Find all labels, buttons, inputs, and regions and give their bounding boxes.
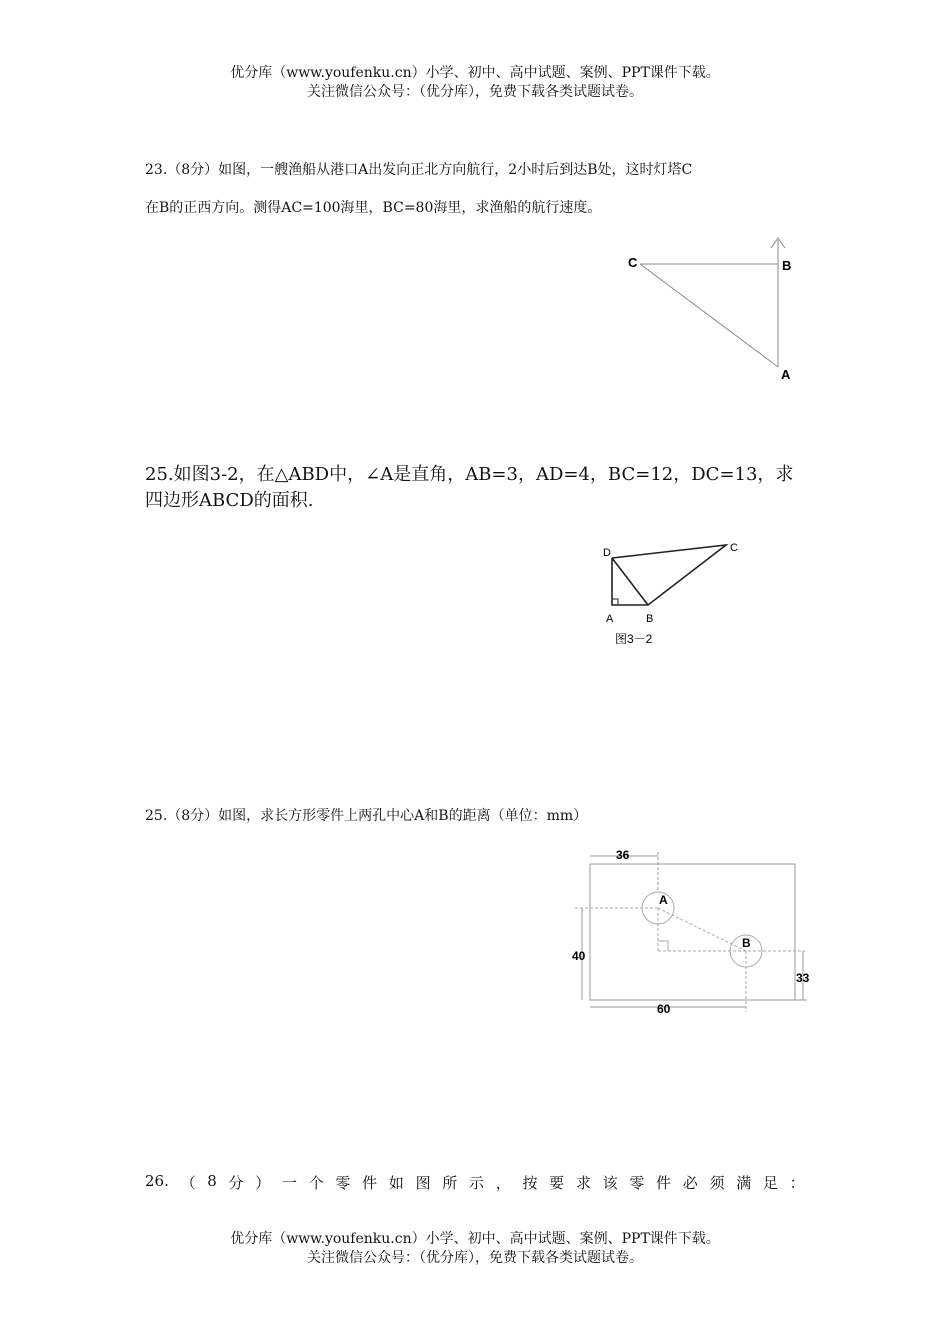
question-25b-text: 25.（8分）如图，求长方形零件上两孔中心A和B的距离（单位：mm）	[145, 808, 588, 824]
q26-char: 足	[762, 1174, 778, 1192]
dim-33: 33	[796, 971, 810, 985]
q26-char: 必	[682, 1174, 698, 1192]
page-header	[0, 64, 950, 102]
footer-line-2: 关注微信公众号：（优分库），免费下载各类试题试卷。	[307, 1250, 643, 1266]
q26-char: 按	[522, 1174, 538, 1192]
q26-char: 个	[308, 1174, 324, 1192]
q26-char: 一	[281, 1174, 297, 1192]
q26-char: 件	[362, 1174, 378, 1192]
q26-char: 8	[207, 1172, 217, 1190]
question-23-line-1: 23.（8分）如图，一艘渔船从港口A出发向正北方向航行，2小时后到达B处，这时灯塔C	[145, 162, 693, 178]
label-d: D	[603, 547, 611, 559]
rectangle-outline	[590, 864, 795, 1000]
question-25-quadrilateral	[145, 462, 810, 514]
right-angle-mark-icon	[658, 941, 668, 951]
label-a: A	[781, 367, 791, 382]
label-b: B	[742, 936, 751, 950]
q26-char: 26.	[145, 1172, 169, 1190]
page-footer	[0, 1230, 950, 1268]
dim-40: 40	[572, 949, 586, 963]
fishing-boat-figure	[620, 230, 810, 390]
q26-char: （	[180, 1174, 196, 1192]
label-b: B	[646, 613, 654, 625]
question-23	[145, 160, 810, 218]
label-a: A	[659, 893, 668, 907]
q26-char: 满	[736, 1174, 752, 1192]
question-23-line-2: 在B的正西方向。测得AC=100海里，BC=80海里，求渔船的航行速度。	[145, 200, 602, 216]
q26-char: 须	[709, 1174, 725, 1192]
question-25-line-2: 四边形ABCD的面积.	[145, 490, 314, 511]
q26-char: 分	[228, 1174, 244, 1192]
q26-char: 要	[549, 1174, 565, 1192]
q26-char: ：	[789, 1174, 805, 1192]
q26-char: 该	[602, 1174, 618, 1192]
question-25-rectangle	[145, 806, 810, 826]
diagonal-db	[612, 558, 648, 605]
header-line-2: 关注微信公众号：（优分库），免费下载各类试题试卷。	[307, 84, 643, 100]
footer-line-1: 优分库（www.youfenku.cn）小学、初中、高中试题、案例、PPT课件下载。	[230, 1231, 720, 1247]
q26-char: 件	[656, 1174, 672, 1192]
q26-char: 求	[575, 1174, 591, 1192]
right-angle-mark-icon	[612, 599, 618, 605]
segment-ab	[658, 908, 746, 951]
question-26	[145, 1172, 810, 1193]
label-b: B	[782, 258, 792, 273]
segment-ca	[640, 264, 778, 367]
q26-char: ，	[495, 1174, 511, 1192]
q26-char: ）	[255, 1174, 271, 1192]
q26-char: 零	[629, 1174, 645, 1192]
quadrilateral-figure	[595, 535, 755, 650]
label-a: A	[606, 613, 614, 625]
label-c: C	[628, 255, 638, 270]
header-line-1: 优分库（www.youfenku.cn）小学、初中、高中试题、案例、PPT课件下载。	[230, 65, 720, 81]
rectangle-part-figure	[565, 842, 820, 1022]
q26-char: 零	[335, 1174, 351, 1192]
q26-char: 示	[469, 1174, 485, 1192]
question-25-line-1: 25.如图3-2，在△ABD中，∠A是直角，AB=3，AD=4，BC=12，DC=13，求	[145, 464, 794, 485]
figure-caption: 图3－2	[615, 632, 653, 646]
quadrilateral-outline	[612, 545, 726, 605]
q26-char: 图	[415, 1174, 431, 1192]
q26-char: 如	[388, 1174, 404, 1192]
dim-36: 36	[616, 848, 630, 862]
label-c: C	[730, 542, 738, 554]
q26-char: 所	[442, 1174, 458, 1192]
dim-60: 60	[657, 1002, 671, 1016]
question-26-line	[145, 1172, 805, 1193]
